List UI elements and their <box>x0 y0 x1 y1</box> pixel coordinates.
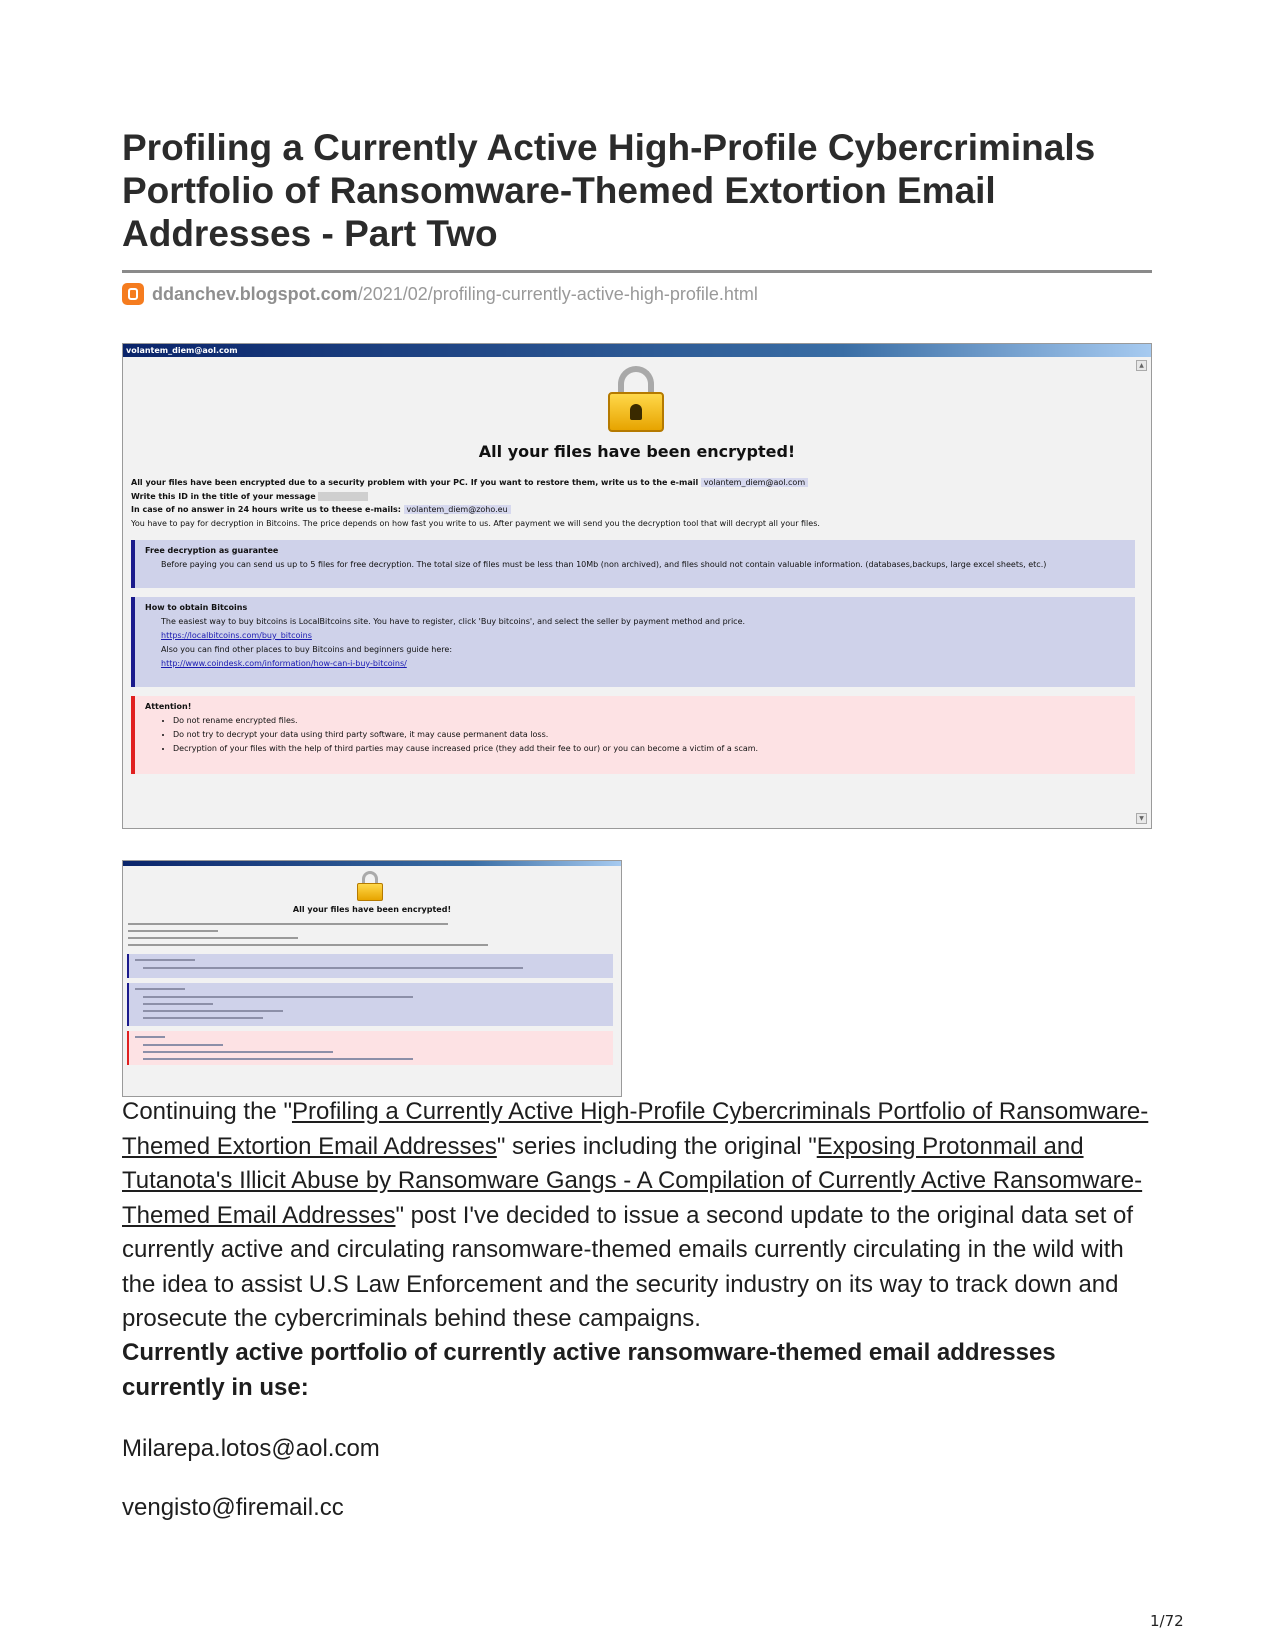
intro-text-c: " post I've decided to issue a second update to the original data set of currently active and circulating ransomware-themed emails currently circulating in the wild with the idea to assist U.S Law Enforcement and the security industry on its way to track down and prosecute the cybercriminals behind these campaigns. <box>122 1201 1134 1332</box>
attention-list <box>145 714 1125 756</box>
blogger-icon <box>122 283 144 305</box>
attention-title: Attention! <box>145 702 192 711</box>
article-title: Profiling a Currently Active High-Profile Cybercriminals Portfolio of Ransomware-Themed Extortion Email Addresses - Part Two <box>122 127 1096 254</box>
ransom-instructions <box>131 476 820 530</box>
ransom-email-primary: volantem_diem@aol.com <box>701 478 808 487</box>
email-list-heading: Currently active portfolio of currently active ransomware-themed email addresses currently in use: <box>122 1339 1056 1401</box>
bitcoin-title: How to obtain Bitcoins <box>145 603 248 612</box>
ransom-note-screenshot <box>122 343 1152 829</box>
ransom-line-3: In case of no answer in 24 hours write us to theese e-mails: <box>131 505 401 514</box>
ransom-heading: All your files have been encrypted! <box>478 442 796 461</box>
ransom-line-4: You have to pay for decryption in Bitcoins. The price depends on how fast you write to us. After payment we will send you the decryption tool that will decrypt all your files. <box>131 518 820 528</box>
free-decryption-text: Before paying you can send us up to 5 files for free decryption. The total size of files must be less than 10Mb (non archived), and files should not contain valuable information. (databases,backups, large excel sheets, etc.) <box>161 560 1047 569</box>
series-link[interactable]: Profiling a Currently Active High-Profile Cybercriminals Portfolio of Ransomware-Themed Extortion Email Addresses <box>122 1098 1149 1160</box>
bitcoin-link-2[interactable]: http://www.coindesk.com/information/how-can-i-buy-bitcoins/ <box>161 659 407 668</box>
bitcoin-box <box>131 597 1135 687</box>
thumbnail-bitcoin-box <box>127 983 613 1026</box>
free-decryption-box <box>131 540 1135 588</box>
email-address: vengisto@firemail.cc <box>122 1494 344 1521</box>
thumbnail-attention-box <box>127 1031 613 1065</box>
padlock-icon <box>357 871 383 901</box>
intro-text-b: " series including the original " <box>496 1132 817 1160</box>
redacted-id <box>318 492 368 501</box>
ransom-note-thumbnail <box>122 860 622 1097</box>
window-titlebar: volantem_diem@aol.com <box>123 344 1151 357</box>
attention-item: • Do not try to decrypt your data using third party software, it may cause permanent data loss. <box>173 728 1125 742</box>
ransom-line-1: All your files have been encrypted due to a security problem with your PC. If you want to restore them, write us to the e-mail <box>131 478 699 487</box>
ransom-email-backup: volantem_diem@zoho.eu <box>404 505 511 514</box>
intro-paragraph <box>122 1095 1152 1337</box>
attention-item: • Decryption of your files with the help of third parties may cause increased price (they add their fee to our) or you can become a victim of a scam. <box>173 742 1125 756</box>
ransom-line-2: Write this ID in the title of your message <box>131 491 316 501</box>
thumbnail-titlebar <box>123 861 621 866</box>
thumbnail-text-line <box>128 930 218 932</box>
bitcoin-text-1: The easiest way to buy bitcoins is LocalBitcoins site. You have to register, click 'Buy bitcoins', and select the seller by payment method and price. <box>161 617 746 626</box>
thumbnail-text-line <box>128 923 448 925</box>
email-address: Milarepa.lotos@aol.com <box>122 1435 380 1462</box>
attention-item: • Do not rename encrypted files. <box>173 714 1125 728</box>
source-domain: ddanchev.blogspot.com <box>152 283 358 304</box>
thumbnail-heading: All your files have been encrypted! <box>292 905 452 914</box>
scroll-up-icon: ▲ <box>1136 360 1147 371</box>
scroll-down-icon: ▼ <box>1136 813 1147 824</box>
title-divider <box>122 270 1152 273</box>
page-number: 1/72 <box>1150 1612 1184 1630</box>
padlock-icon <box>608 366 664 432</box>
thumbnail-text-line <box>128 944 488 946</box>
free-decryption-title: Free decryption as guarantee <box>145 546 279 555</box>
source-url[interactable] <box>122 281 758 307</box>
attention-box <box>131 696 1135 774</box>
thumbnail-text-line <box>128 937 298 939</box>
source-path: /2021/02/profiling-currently-active-high-profile.html <box>357 283 758 304</box>
original-post-link[interactable]: Exposing Protonmail and Tutanota's Illicit Abuse by Ransomware Gangs - A Compilation of Currently Active Ransomware-Themed Email Addresses <box>122 1132 1143 1229</box>
bitcoin-text-2: Also you can find other places to buy Bitcoins and beginners guide here: <box>161 645 453 654</box>
bitcoin-link-1[interactable]: https://localbitcoins.com/buy_bitcoins <box>161 631 312 640</box>
thumbnail-free-box <box>127 954 613 978</box>
intro-text-a: Continuing the " <box>122 1098 292 1125</box>
